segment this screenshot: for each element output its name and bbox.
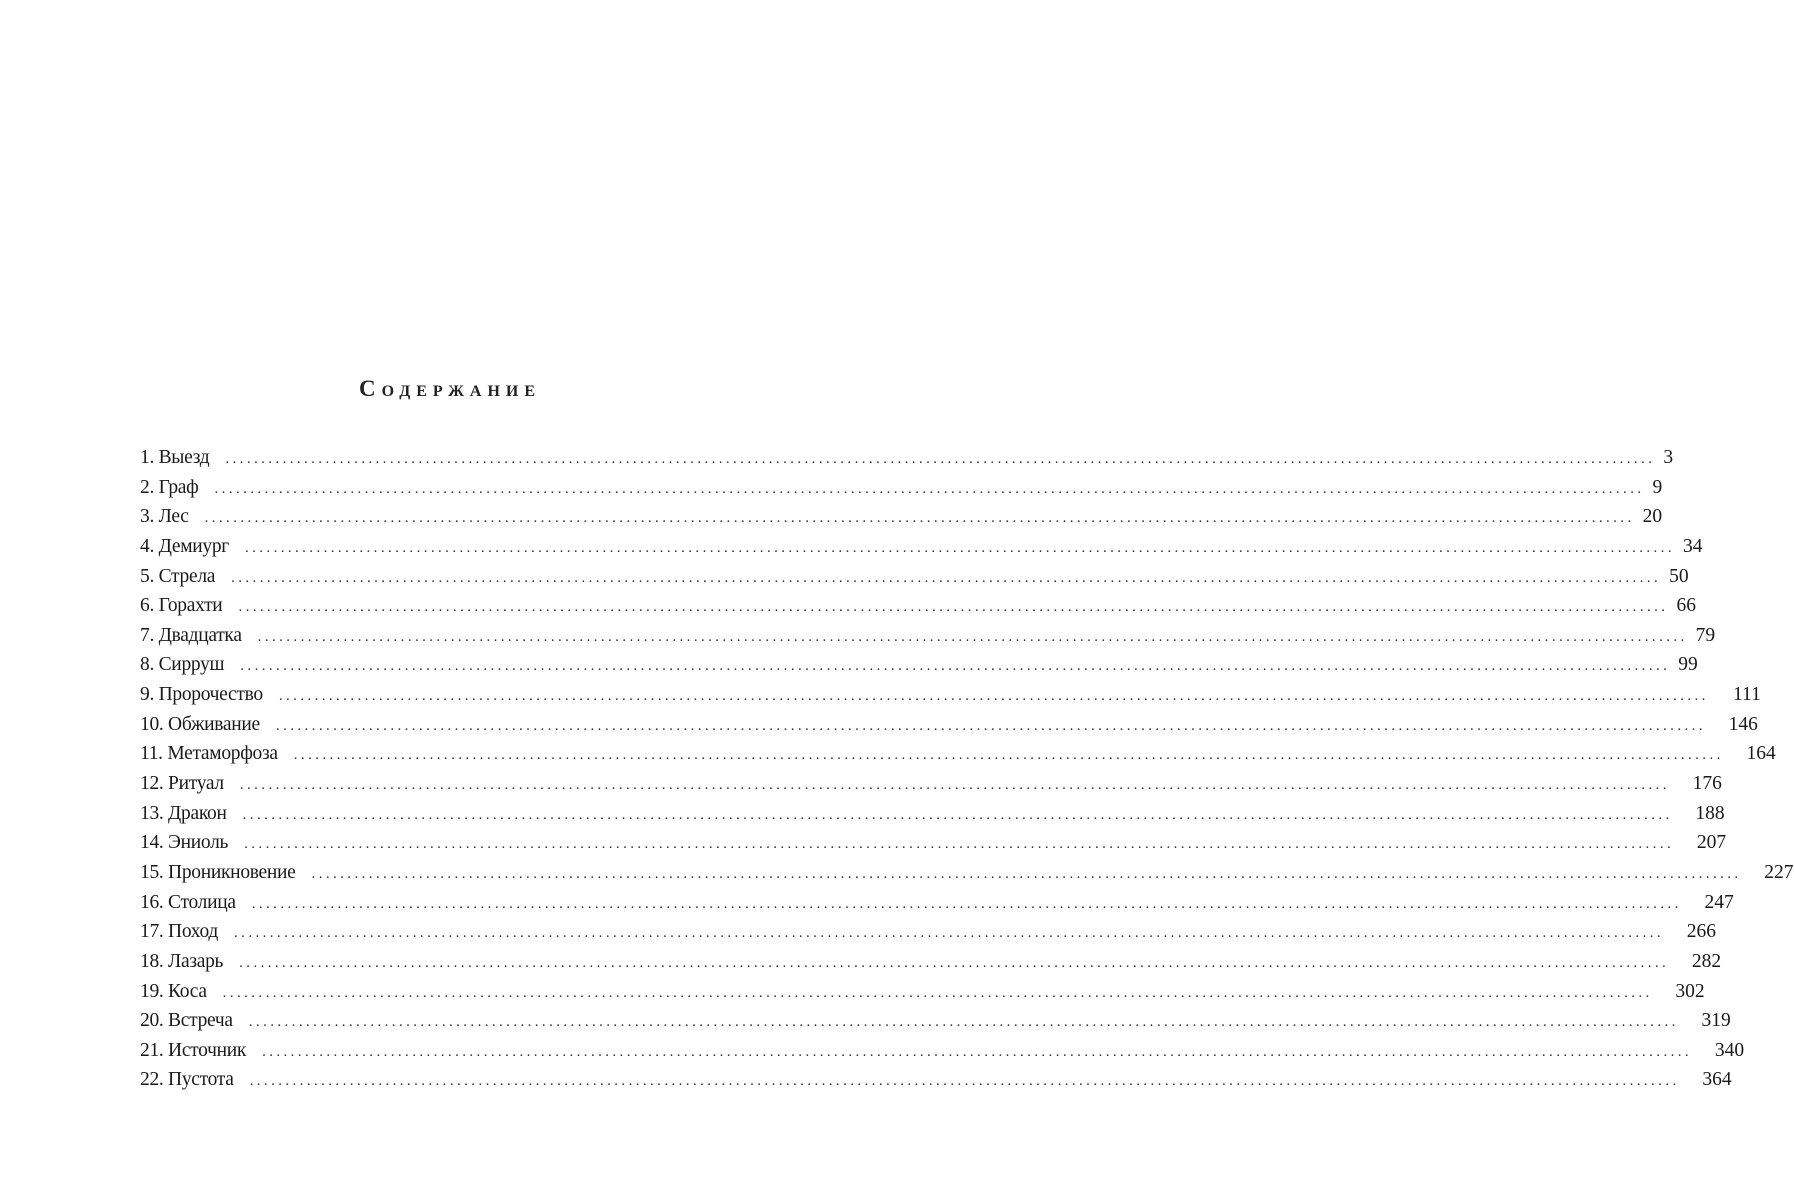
chapter-title: 16. Столица [140,891,236,913]
dot-leader: ........................................................................................................................................................................................................ [238,599,1669,616]
dot-leader: ........................................................................................................................................................................................................ [248,1014,1679,1031]
dot-leader: ........................................................................................................................................................................................................ [242,806,1673,823]
page-number: 207 [1696,832,1727,854]
chapter-title: 13. Дракон [140,802,227,824]
toc-entry[interactable] [140,921,1717,951]
dot-leader: ........................................................................................................................................................................................................ [257,628,1688,645]
page-number: 364 [1702,1069,1732,1091]
chapter-title: 15. Проникновение [140,861,296,883]
page-number: 79 [1695,624,1716,646]
toc-entry[interactable] [140,595,1696,625]
chapter-title: 10. Обживание [140,713,260,735]
page-number: 66 [1676,595,1696,617]
page-number: 302 [1675,980,1705,1002]
toc-entry[interactable] [140,535,1703,566]
dot-leader: ........................................................................................................................................................................................................ [214,480,1645,497]
dot-leader: ........................................................................................................................................................................................................ [225,451,1656,467]
dot-leader: ........................................................................................................................................................................................................ [293,747,1724,764]
toc-entry[interactable] [140,565,1689,596]
page-number: 111 [1733,684,1761,706]
toc-entry[interactable] [140,743,1776,773]
dot-leader: ........................................................................................................................................................................................................ [262,1043,1693,1060]
toc-entry[interactable] [140,1010,1731,1040]
chapter-title: 14. Эниоль [140,832,229,854]
page-number: 340 [1714,1039,1745,1061]
chapter-title: 6. Горахти [140,595,223,617]
toc-entry[interactable] [140,624,1716,655]
dot-leader: ........................................................................................................................................................................................................ [249,1073,1680,1090]
page-number: 34 [1682,535,1703,557]
dot-leader: ........................................................................................................................................................................................................ [239,954,1670,971]
dot-leader: ........................................................................................................................................................................................................ [275,717,1706,734]
chapter-title: 11. Метаморфоза [140,743,278,765]
dot-leader: ........................................................................................................................................................................................................ [244,539,1675,556]
dot-leader: ........................................................................................................................................................................................................ [240,658,1671,675]
chapter-title: 5. Стрела [140,565,216,587]
dot-leader: ........................................................................................................................................................................................................ [244,836,1675,853]
page-number: 282 [1691,950,1722,972]
toc-entry[interactable] [140,980,1705,1011]
page-number: 20 [1642,506,1663,528]
chapter-title: 8. Сирруш [140,654,225,676]
toc-entry[interactable] [140,832,1727,862]
dot-leader: ........................................................................................................................................................................................................ [278,688,1709,705]
chapter-title: 9. Пророчество [140,684,263,706]
toc-entry[interactable] [140,654,1698,684]
toc-entry[interactable] [140,802,1725,833]
dot-leader: ........................................................................................................................................................................................................ [204,510,1635,527]
page-number: 9 [1652,476,1663,498]
toc-entry[interactable] [140,476,1663,507]
page-number: 50 [1669,565,1689,587]
dot-leader: ........................................................................................................................................................................................................ [239,777,1670,794]
toc-entry[interactable] [140,447,1674,477]
page-number: 3 [1663,447,1674,468]
page-number: 319 [1701,1010,1731,1032]
chapter-title: 17. Поход [140,921,219,943]
chapter-title: 1. Выезд [140,447,210,468]
chapter-title: 19. Коса [140,980,207,1002]
toc-entry[interactable] [140,891,1734,922]
toc-entry[interactable] [140,861,1794,892]
chapter-title: 22. Пустота [140,1069,234,1091]
toc-entry[interactable] [140,1039,1745,1070]
toc-entry[interactable] [140,950,1722,981]
page-number: 247 [1704,891,1734,913]
chapter-title: 7. Двадцатка [140,624,242,646]
page-number: 176 [1692,773,1722,795]
toc-title: Содержание [358,376,542,401]
page-number: 99 [1678,654,1698,676]
chapter-title: 3. Лес [140,506,189,528]
chapter-title: 20. Встреча [140,1010,233,1032]
toc-entry[interactable] [140,506,1663,536]
chapter-title: 12. Ритуал [140,773,224,795]
dot-leader: ........................................................................................................................................................................................................ [251,895,1682,912]
dot-leader: ........................................................................................................................................................................................................ [234,925,1665,942]
dot-leader: ........................................................................................................................................................................................................ [222,984,1653,1001]
chapter-title: 2. Граф [140,476,199,498]
chapter-title: 18. Лазарь [140,950,224,972]
page-number: 266 [1686,921,1717,943]
toc-entry[interactable] [140,1069,1732,1099]
toc-entry[interactable] [140,713,1758,744]
page-number: 146 [1728,713,1758,735]
dot-leader: ........................................................................................................................................................................................................ [311,865,1742,882]
chapter-title: 4. Демиург [140,535,229,557]
toc-entry[interactable] [140,684,1761,714]
page-number: 188 [1695,802,1725,824]
table-of-contents [140,447,1794,1099]
chapter-title: 21. Источник [140,1039,247,1061]
toc-entry[interactable] [140,773,1722,803]
page-number: 164 [1746,743,1776,765]
page-number: 227 [1764,861,1794,883]
dot-leader: ........................................................................................................................................................................................................ [231,569,1662,586]
